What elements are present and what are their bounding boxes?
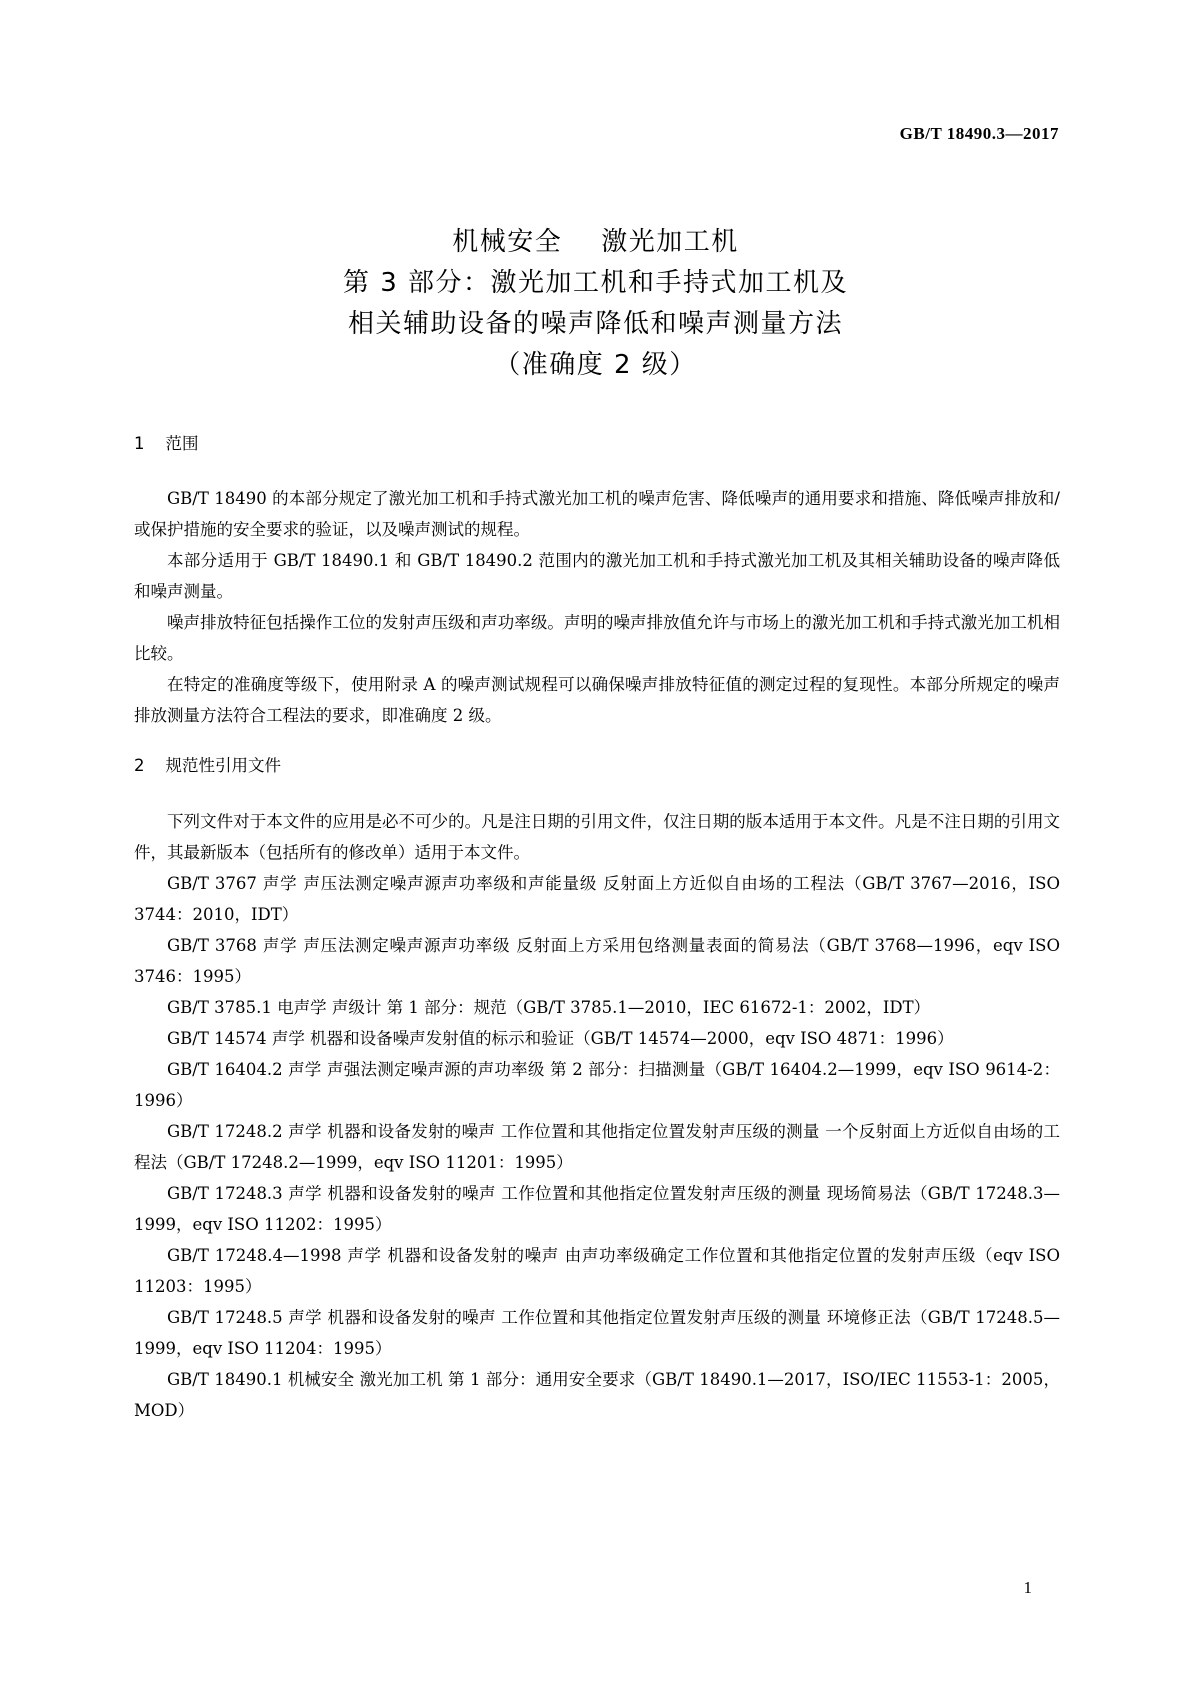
section-body-normative-references — [134, 806, 1060, 1426]
reference-entry: GB/T 3767 声学 声压法测定噪声源声功率级和声能量级 反射面上方近似自由场的工程法（GB/T 3767—2016，ISO 3744：2010，IDT） — [134, 874, 1060, 924]
reference-entry: GB/T 17248.4—1998 声学 机器和设备发射的噪声 由声功率级确定工作位置和其他指定位置的发射声压级（eqv ISO 11203：1995） — [134, 1246, 1060, 1296]
standard-number: GB/T 18490.3—2017 — [899, 124, 1059, 143]
reference-entry: GB/T 3785.1 电声学 声级计 第 1 部分：规范（GB/T 3785.1—2010，IEC 61672-1：2002，IDT） — [167, 998, 931, 1017]
section-body-scope — [134, 483, 1060, 731]
title-line: 第 3 部分：激光加工机和手持式加工机及 — [342, 268, 849, 298]
paragraph: 下列文件对于本文件的应用是必不可少的。凡是注日期的引用文件，仅注日期的版本适用于本文件。凡是不注日期的引用文件，其最新版本（包括所有的修改单）适用于本文件。 — [134, 812, 1060, 862]
reference-entry: GB/T 17248.5 声学 机器和设备发射的噪声 工作位置和其他指定位置发射声压级的测量 环境修正法（GB/T 17248.5—1999，eqv ISO 11204：1995） — [134, 1308, 1060, 1358]
paragraph: 本部分适用于 GB/T 18490.1 和 GB/T 18490.2 范围内的激光加工机和手持式激光加工机及其相关辅助设备的噪声降低和噪声测量。 — [134, 551, 1060, 601]
reference-entry: GB/T 3768 声学 声压法测定噪声源声功率级 反射面上方采用包络测量表面的简易法（GB/T 3768—1996，eqv ISO 3746：1995） — [134, 936, 1060, 986]
title-line: （准确度 2 级） — [494, 350, 697, 380]
reference-entry: GB/T 14574 声学 机器和设备噪声发射值的标示和验证（GB/T 14574—2000，eqv ISO 4871：1996） — [167, 1029, 954, 1048]
page-number: 1 — [1023, 1578, 1032, 1597]
reference-entry: GB/T 17248.3 声学 机器和设备发射的噪声 工作位置和其他指定位置发射声压级的测量 现场简易法（GB/T 17248.3—1999，eqv ISO 11202：1995） — [134, 1184, 1060, 1234]
reference-entry: GB/T 17248.2 声学 机器和设备发射的噪声 工作位置和其他指定位置发射声压级的测量 一个反射面上方近似自由场的工程法（GB/T 17248.2—1999，eqv ISO 11201：1995） — [134, 1122, 1060, 1172]
section-heading-scope: 1 范围 — [134, 434, 199, 453]
document-title — [0, 222, 1191, 386]
reference-entry: GB/T 16404.2 声学 声强法测定噪声源的声功率级 第 2 部分：扫描测量（GB/T 16404.2—1999，eqv ISO 9614-2：1996） — [134, 1060, 1060, 1110]
reference-entry: GB/T 18490.1 机械安全 激光加工机 第 1 部分：通用安全要求（GB/T 18490.1—2017，ISO/IEC 11553-1：2005，MOD） — [134, 1370, 1060, 1420]
title-line: 机械安全 激光加工机 — [452, 227, 739, 257]
paragraph: 在特定的准确度等级下，使用附录 A 的噪声测试规程可以确保噪声排放特征值的测定过程的复现性。本部分所规定的噪声排放测量方法符合工程法的要求，即准确度 2 级。 — [134, 675, 1060, 725]
paragraph: GB/T 18490 的本部分规定了激光加工机和手持式激光加工机的噪声危害、降低噪声的通用要求和措施、降低噪声排放和/或保护措施的安全要求的验证，以及噪声测试的规程。 — [134, 489, 1060, 539]
paragraph: 噪声排放特征包括操作工位的发射声压级和声功率级。声明的噪声排放值允许与市场上的激光加工机和手持式激光加工机相比较。 — [134, 613, 1060, 663]
section-heading-normative-references: 2 规范性引用文件 — [134, 756, 281, 775]
title-line: 相关辅助设备的噪声降低和噪声测量方法 — [347, 309, 843, 339]
